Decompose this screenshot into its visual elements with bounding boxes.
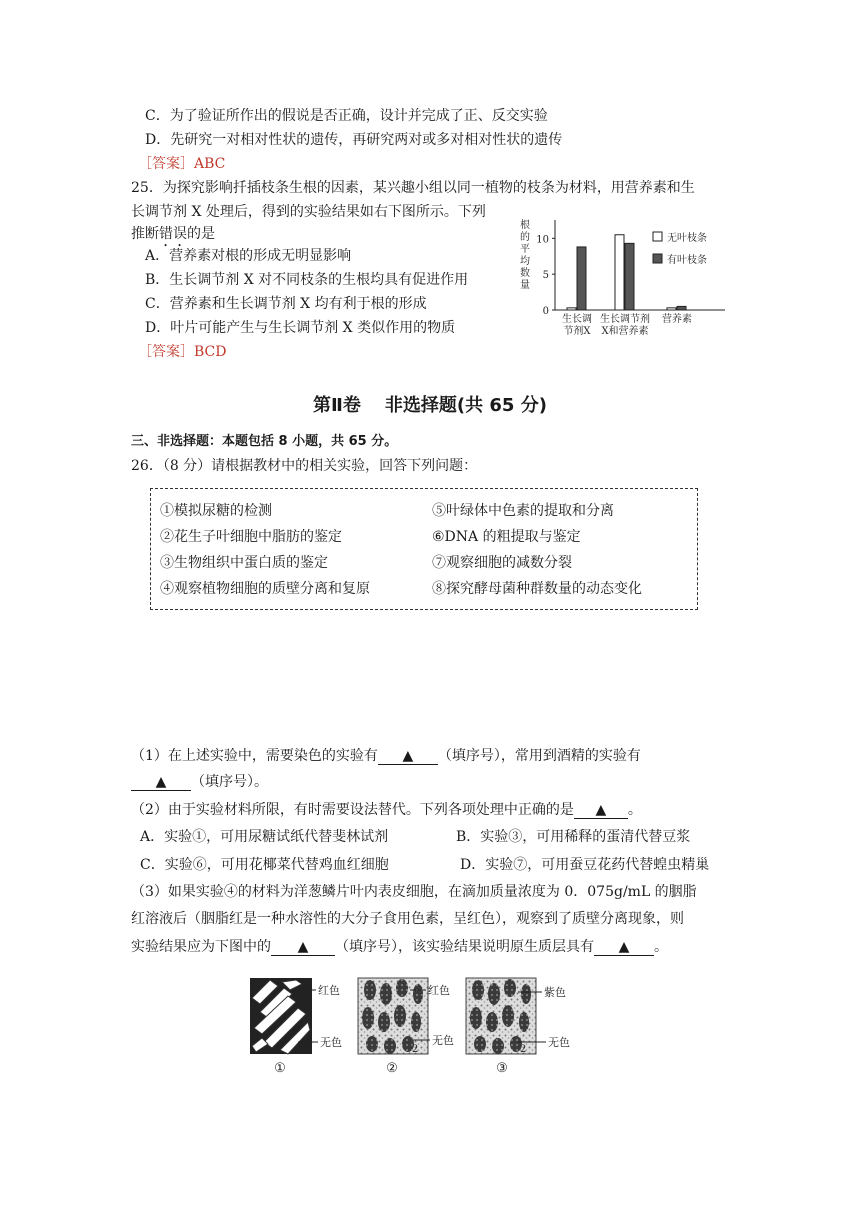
y-axis-label-char: 均	[520, 256, 530, 267]
experiment-4: ④观察植物细胞的质壁分离和复原	[160, 581, 370, 597]
bar-with-leaf	[625, 243, 634, 310]
experiment-5: ⑤叶绿体中色素的提取和分离	[432, 503, 614, 519]
experiment-6: ⑥DNA 的粗提取与鉴定	[432, 529, 581, 545]
cell-figures	[240, 968, 600, 1078]
experiment-1: ①模拟尿糖的检测	[160, 503, 272, 519]
experiment-3: ③生物组织中蛋白质的鉴定	[160, 555, 328, 571]
figure-3-cells	[466, 978, 536, 1054]
q26-part3-line3: 实验结果应为下图中的 ▲ （填序号），该实验结果说明原生质层具有 ▲ 。	[131, 939, 668, 955]
figure-2-cells	[358, 978, 428, 1054]
q25-stem-line2: 长调节剂 X 处理后，得到的实验结果如右下图所示。下列	[131, 204, 486, 220]
svg-text:2: 2	[412, 1044, 419, 1055]
bar-no-leaf	[567, 308, 576, 310]
fig2-top-label: 红色	[428, 984, 450, 997]
q24-option-d: D．先研究一对相对性状的遗传，再研究两对或多对相对性状的遗传	[145, 132, 563, 148]
x-category-label: 营养素	[662, 314, 692, 325]
q24-answer: ［答案］ABC	[138, 156, 226, 172]
q25-answer: ［答案］BCD	[138, 344, 227, 360]
legend-label: 有叶枝条	[667, 255, 707, 266]
q26-option-a: A．实验①，可用尿糖试纸代替斐林试剂	[140, 829, 389, 845]
y-tick-label: 5	[542, 270, 549, 282]
svg-text:2: 2	[520, 1044, 527, 1055]
bar-no-leaf	[615, 235, 624, 310]
answer-blank: ▲	[594, 939, 654, 956]
bar-with-leaf	[677, 306, 686, 310]
x-category-label: 节剂X	[563, 326, 591, 337]
fig2-bottom-label: 无色	[432, 1034, 454, 1047]
y-tick-label: 10	[536, 234, 549, 246]
y-axis-label-char: 数	[520, 268, 530, 279]
y-axis-label-char: 平	[520, 244, 530, 255]
fig1-top-label: 红色	[318, 984, 340, 997]
y-axis-label-char: 量	[520, 280, 530, 291]
x-category-label: X和营养素	[601, 326, 649, 337]
fig3-number: ③	[496, 1061, 508, 1076]
q26-part3-line2: 红溶液后（胭脂红是一种水溶性的大分子食用色素，呈红色），观察到了质壁分离现象，则	[131, 911, 684, 927]
q26-part3-line1: （3）如果实验④的材料为洋葱鳞片叶内表皮细胞，在滴加质量浓度为 0．075g/mL 的胭脂	[131, 884, 697, 900]
fig1-number: ①	[274, 1061, 286, 1076]
q25-stem-line3: 推断错误的是	[131, 226, 215, 242]
q26-option-d: D．实验⑦，可用蚕豆花药代替蝗虫精巢	[460, 857, 710, 873]
answer-blank: ▲	[378, 748, 438, 765]
q26-intro: 26．（8 分）请根据教材中的相关实验，回答下列问题：	[131, 458, 478, 474]
experiment-8: ⑧探究酵母菌种群数量的动态变化	[432, 581, 642, 597]
fig1-bottom-label: 无色	[320, 1036, 342, 1049]
q25-option-d: D．叶片可能产生与生长调节剂 X 类似作用的物质	[145, 320, 456, 336]
q26-part1-line1: （1）在上述实验中，需要染色的实验有 ▲ （填序号），常用到酒精的实验有	[131, 748, 641, 764]
q26-part1-line2: ▲ （填序号）。	[131, 772, 268, 792]
root-count-bar-chart	[515, 210, 730, 342]
legend-swatch	[653, 232, 662, 241]
section-title: 第Ⅱ卷 非选择题(共 65 分)	[313, 395, 547, 416]
experiment-2: ②花生子叶细胞中脂肪的鉴定	[160, 529, 342, 545]
fig3-top-label: 紫色	[544, 986, 566, 999]
q26-option-b: B．实验③，可用稀释的蛋清代替豆浆	[456, 829, 691, 845]
fig2-number: ②	[386, 1061, 398, 1076]
x-category-label: 生长调节剂	[600, 314, 650, 325]
q25-stem-line1: 25．为探究影响扦插枝条生根的因素，某兴趣小组以同一植物的枝条为材料，用营养素和生	[131, 180, 695, 196]
section-heading: 三、非选择题：本题包括 8 小题，共 65 分。	[131, 434, 398, 449]
answer-blank: ▲	[574, 802, 628, 819]
q25-option-a: A．营养素对根的形成无明显影响	[145, 248, 352, 264]
y-axis-label-char: 根	[520, 220, 530, 231]
figure-1-cells	[250, 978, 312, 1054]
y-axis-label-char: 的	[520, 232, 530, 243]
q26-part2-stem: （2）由于实验材料所限，有时需要设法替代。下列各项处理中正确的是 ▲ 。	[131, 802, 642, 818]
legend-swatch	[653, 254, 662, 263]
q25-option-b: B．生长调节剂 X 对不同枝条的生根均具有促进作用	[145, 272, 469, 288]
legend-label: 无叶枝条	[667, 233, 707, 244]
answer-blank: ▲	[131, 774, 191, 791]
bar-no-leaf	[667, 308, 676, 310]
experiment-7: ⑦观察细胞的减数分裂	[432, 555, 572, 571]
q25-option-c: C．营养素和生长调节剂 X 均有利于根的形成	[145, 296, 427, 312]
y-tick-label: 0	[542, 306, 549, 317]
bar-with-leaf	[577, 247, 586, 310]
q26-option-c: C．实验⑥，可用花椰菜代替鸡血红细胞	[140, 857, 389, 873]
x-category-label: 生长调	[562, 314, 592, 325]
q24-option-c: C．为了验证所作出的假说是否正确，设计并完成了正、反交实验	[145, 108, 548, 124]
fig3-bottom-label: 无色	[548, 1036, 570, 1049]
answer-blank: ▲	[271, 939, 335, 956]
emphasis-word: 错误	[159, 226, 187, 242]
